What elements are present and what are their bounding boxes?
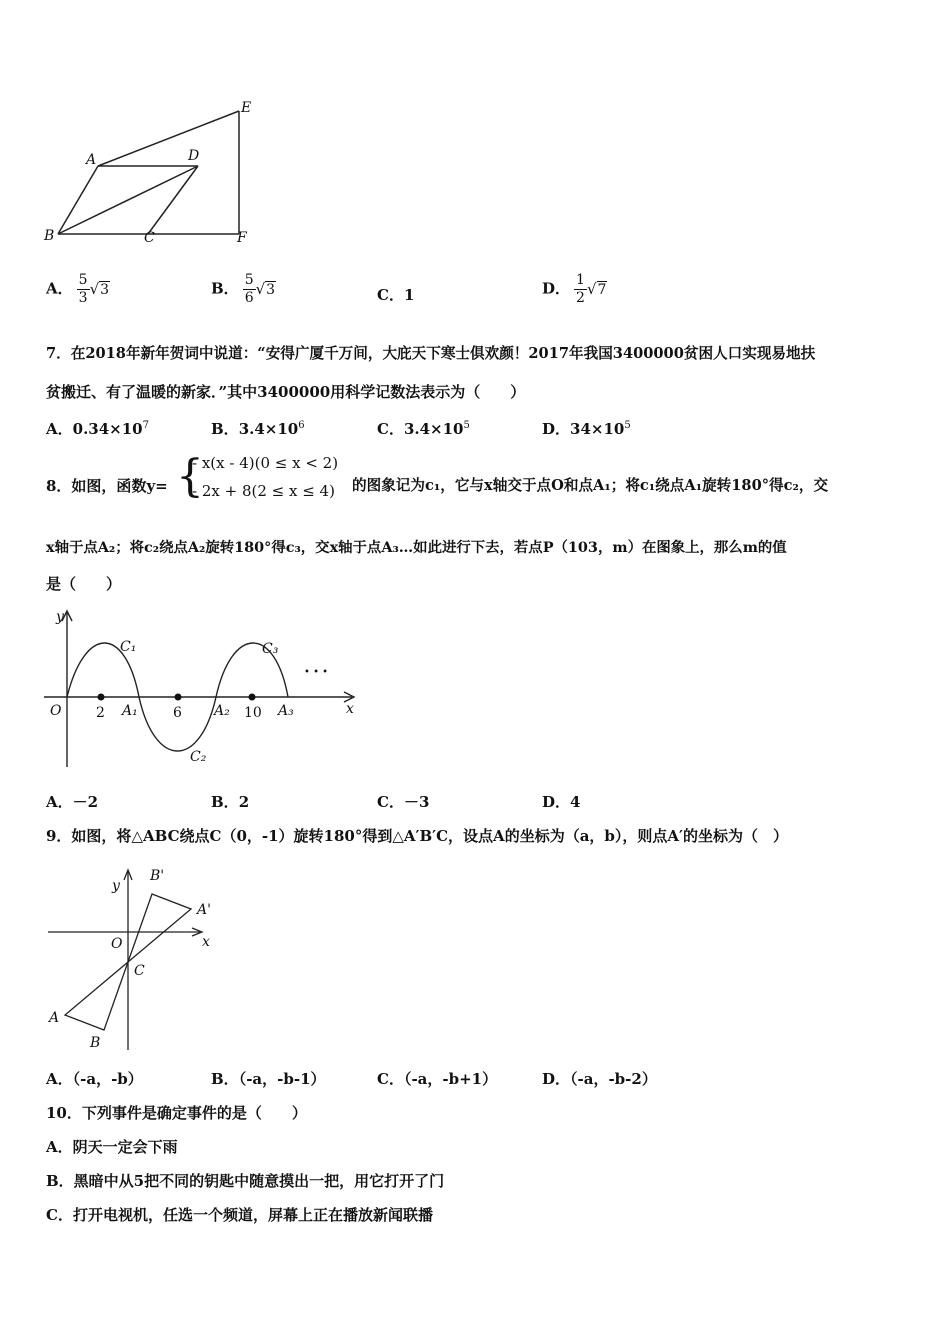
q9-figure [40,862,230,1057]
q6-figure [40,98,265,248]
q8-piece-2: - 2x + 8(2 ≤ x ≤ 4) [192,482,335,500]
q9-option-c: C．（-a，-b+1） [377,1070,498,1088]
q8-stem-line3: 是（ ） [46,575,122,593]
q9-option-a: A．（-a，-b） [46,1070,143,1088]
q8-stem-line2: x轴于点A₂；将c₂绕点A₂旋转180°得c₃，交x轴于点A₃…如此进行下去，若点P（103，m）在图象上，那么m的值 [46,539,787,556]
q8-tick-2: 2 [96,705,105,721]
q9-origin-label: O [111,936,123,952]
q10-option-b: B．黑暗中从5把不同的钥匙中随意摸出一把，用它打开了门 [46,1172,445,1190]
q6-label-c: C [144,230,155,246]
q7-stem-line2: 贫搬迁、有了温暖的新家．”其中3400000用科学记数法表示为（ ） [46,383,526,401]
q8-tick-10: 10 [244,705,262,721]
q8-x-label: x [346,701,354,717]
q8-stem-suffix: 的图象记为c₁，它与x轴交于点O和点A₁；将c₁绕点A₁旋转180°得c₂，交 [352,477,829,494]
q6-label-a: A [86,152,97,168]
q8-option-a: A．－2 [46,793,99,811]
q7-stem-line1: 7．在2018年新年贺词中说道：“安得广厦千万间，大庇天下寒士俱欢颜！2017年我国3400000贫困人口实现易地扶 [46,345,816,362]
q6-option-a: A． $\frac{5}{3}$ √3 [46,272,110,306]
q6-option-d: D． $\frac{1}{2}$ √7 [542,272,607,306]
q8-c1-label: C₁ [120,639,137,655]
q8-a2-label: A₂ [214,703,230,719]
q8-option-d: D．4 [542,793,581,811]
q8-brace: { [176,451,204,502]
q8-a3-label: A₃ [278,703,294,719]
q9-x-label: x [202,934,210,950]
q8-c2-label: C₂ [190,749,207,765]
q10-stem: 10．下列事件是确定事件的是（ ） [46,1104,307,1122]
q10-option-a: A．阴天一定会下雨 [46,1138,178,1156]
q8-stem-prefix: 8．如图，函数y= [46,477,168,495]
q6-label-d: D [188,148,200,164]
q8-y-label: y [56,609,64,625]
q8-ellipsis: • • • [304,667,329,678]
q9-option-b: B．（-a，-b-1） [211,1070,326,1088]
q9-y-label: y [112,878,120,894]
q6-option-b: B． $\frac{5}{6}$ √3 [211,272,276,306]
q9-c-label: C [134,963,145,979]
q9-stem: 9．如图，将△ABC绕点C（0，-1）旋转180°得到△A′B′C，设点A的坐标为（a，b），则点A′的坐标为（ ） [46,827,788,845]
q7-option-a: A．$0.34\times 10^7$ [46,420,149,438]
q8-c3-label: C₃ [262,641,279,657]
q8-origin-label: O [50,703,62,719]
q8-tick-6: 6 [173,705,182,721]
q8-graph [40,605,365,775]
q8-option-b: B．2 [211,793,250,811]
q6-label-f: F [237,230,247,246]
q7-option-b: B．$3.4\times 10^6$ [211,420,305,438]
q8-a1-label: A₁ [122,703,138,719]
q7-option-d: D．$34\times 10^5$ [542,420,631,438]
q9-option-d: D．（-a，-b-2） [542,1070,657,1088]
q6-label-b: B [44,228,55,244]
q9-b-label: B [90,1035,101,1051]
q8-piece-1: - x(x - 4)(0 ≤ x < 2) [192,454,339,472]
q10-option-c: C．打开电视机，任选一个频道，屏幕上正在播放新闻联播 [46,1206,433,1224]
q9-a-label: A [49,1010,60,1026]
q8-option-c: C．－3 [377,793,430,811]
q9-b-prime-label: B' [150,868,165,884]
q6-label-e: E [241,100,252,116]
q7-option-c: C．$3.4\times 10^5$ [377,420,470,438]
q6-option-c: C．1 [377,286,415,304]
q9-a-prime-label: A' [197,902,211,918]
